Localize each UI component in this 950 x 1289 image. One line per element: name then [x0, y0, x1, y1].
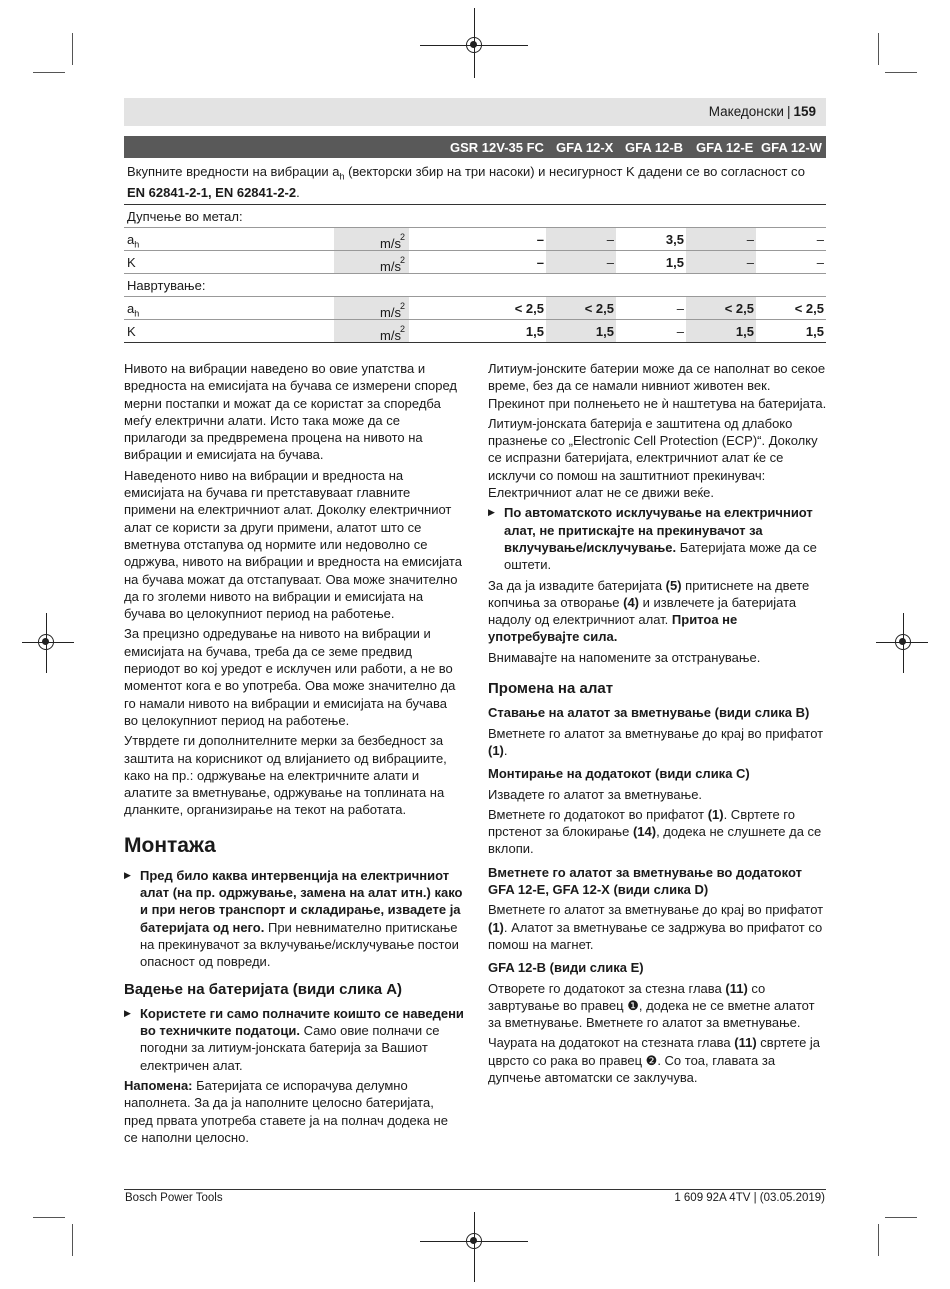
- paragraph: Нивото на вибрации наведено во овие упатства и вредноста на емисијата на бучава се измерени според мерни постапки и можат да се користат за споредба меѓу електрични алати. Исто така може да се прилагоди за предвремена процена на нивото на вибрации и емисијата на бучава.: [124, 361, 457, 463]
- paragraph: Литиум-јонските батерии може да се наполнат во секое време, без да се намали нивниот животен век. Прекинот при полнењето не ѝ наштетува на батеријата.: [488, 361, 827, 411]
- paragraph: За прецизно одредување на нивото на вибрации и емисијата на бучава, треба да се земе предвид периодот во кој уредот е исклучен или работи, а не во моментот кога е во употреба. Ова може значително да го намали нивото на вибрации и емисијата на бучава во целокупниот период на работење.: [124, 626, 456, 728]
- table-row: $a_h$ m/s $^2$ – – 3,5 – –: [124, 228, 826, 251]
- page-header: [124, 98, 826, 126]
- subheading: Монтирање на додатокот (види слика C): [488, 766, 750, 782]
- section-drilling: Дупчење во метал:: [124, 205, 826, 228]
- table-row: K m/s $^2$ – – 1,5 – –: [124, 251, 826, 274]
- footer-brand: Bosch Power Tools: [125, 1192, 223, 1204]
- direction-1-icon: ❶: [627, 997, 639, 1013]
- paragraph: Вметнете го алатот за вметнување до крај во прифатот (1). Алатот за вметнување се задржува во прифатот со помош на магнет.: [488, 902, 824, 952]
- table-header: [124, 136, 826, 158]
- paragraph: Чаурата на додатокот на стезната глава (11) свртете ја цврсто со рака во правец ❷. Со тоа, главата за дупчење автоматски се заклучува.: [488, 1035, 821, 1085]
- subheading: Ставање на алатот за вметнување (види слика B): [488, 705, 810, 721]
- footer-doc-id: 1 609 92A 4TV | (03.05.2019): [674, 1192, 825, 1204]
- col-gfa-b: GFA 12-B: [625, 140, 684, 155]
- col-gfa-x: GFA 12-X: [556, 140, 614, 155]
- col-gfa-e: GFA 12-E: [696, 140, 754, 155]
- heading-battery-removal: Вадење на батеријата (види слика A): [124, 980, 403, 998]
- page-number: 159: [793, 104, 816, 119]
- left-column: [124, 360, 464, 1149]
- paragraph: Отворете го додатокот за стезна глава (11) со завртување во правец ❶, додека не се вметне алатот за вметнување. Вметнете го алатот за вметнување.: [488, 980, 815, 1031]
- paragraph: Внимавајте на напомените за отстранување.: [488, 649, 761, 665]
- subheading: Вметнете го алатот за вметнување во додатокот GFA 12-E, GFA 12-X (види слика D): [488, 864, 802, 898]
- paragraph: За да ја извадите батеријата (5) притиснете на двете копчиња за отворање (4) и извлечете ја батеријата надолу од електричниот алат. Притоа не употребувајте сила.: [488, 577, 810, 645]
- table-note: Вкупните вредности на вибрации $a_h$ (векторски збир на три насоки) и несигурност K дадени се во согласност со EN 62841-2-1, EN 62841-2-2.: [124, 158, 826, 205]
- table-row: K m/s $^2$ 1,5 1,5 – 1,5 1,5: [124, 320, 826, 343]
- heading-tool-change: Промена на алат: [488, 680, 614, 698]
- direction-2-icon: ❷: [645, 1052, 658, 1068]
- paragraph: Извадете го алатот за вметнување.: [488, 786, 703, 802]
- warning-bullet: ▶ Користете ги само полначите коишто се наведени во техничките податоци. Само овие полначи се погодни за литиум-јонската батерија за Вашиот електричен алат.: [124, 1005, 464, 1074]
- vibration-table: [124, 136, 826, 343]
- heading-assembly: Монтажа: [124, 833, 216, 857]
- right-column: [488, 360, 828, 1089]
- col-gsr: GSR 12V-35 FC: [450, 140, 544, 155]
- warning-bullet: ▶ По автоматското исклучување на електричниот алат, не притискајте на прекинувачот за вклучување/исклучување. Батеријата може да се оштети.: [488, 504, 828, 573]
- paragraph: Утврдете ги дополнителните мерки за безбедност за заштита на корисникот од влијанието од вибрациите, како на пр.: одржување на електричните алати и алатите за вметнување, одржување на топлината на дланките, организирање на текот на работата.: [124, 733, 447, 818]
- paragraph: Литиум-јонската батерија е заштитена од длабоко празнење со „Electronic Cell Protection (ECP)“. Доколку се испразни батеријата, електричниот алат ќе се исклучи со помош на заштитниот прекинувач: Електричниот алат не се движи веќе.: [488, 415, 818, 501]
- subheading: GFA 12-B (види слика E): [488, 960, 644, 976]
- header-text: Македонски | 159: [708, 104, 816, 119]
- header-language: Македонски: [708, 104, 784, 119]
- footer-rule: [124, 1189, 826, 1190]
- section-screwing: Навртување:: [124, 274, 826, 297]
- col-gfa-w: GFA 12-W: [761, 140, 822, 155]
- paragraph: Вметнете го додатокот во прифатот (1). Свртете го прстенот за блокирање (14), додека не слушнете да се вклопи.: [488, 806, 822, 857]
- table-row: $a_h$ m/s $^2$ < 2,5 < 2,5 – < 2,5 < 2,5: [124, 297, 826, 320]
- warning-bullet: ▶ Пред било каква интервенција на електричниот алат (на пр. одржување, замена на алат итн.) како и при негов транспорт и складирање, извадете ја батеријата од него. При невнимателно притискање на прекинувачот за вклучување/исклучување постои опасност од повреди.: [124, 867, 464, 971]
- note-paragraph: Напомена: Батеријата се испорачува делумно наполнета. За да ја наполните целосно батеријата, пред првата употреба ставете ја на полнач додека не се наполни целосно.: [124, 1077, 448, 1145]
- paragraph: Вметнете го алатот за вметнување до крај во прифатот (1).: [488, 725, 824, 758]
- paragraph: Наведеното ниво на вибрации и вредноста на емисијата на бучава ги претставуваат главните примени на електричниот алат. Доколку електричниот алат се користи за други примени, алатот што се вметнува отстапува од нормите или недоволно се одржува, нивото на вибрации и вредноста на емисијата на бучава можат да отстапуваат. Ова може значително да го зголеми нивото на вибрации и емисијата на бучава во целокупниот период на работење.: [124, 467, 462, 622]
